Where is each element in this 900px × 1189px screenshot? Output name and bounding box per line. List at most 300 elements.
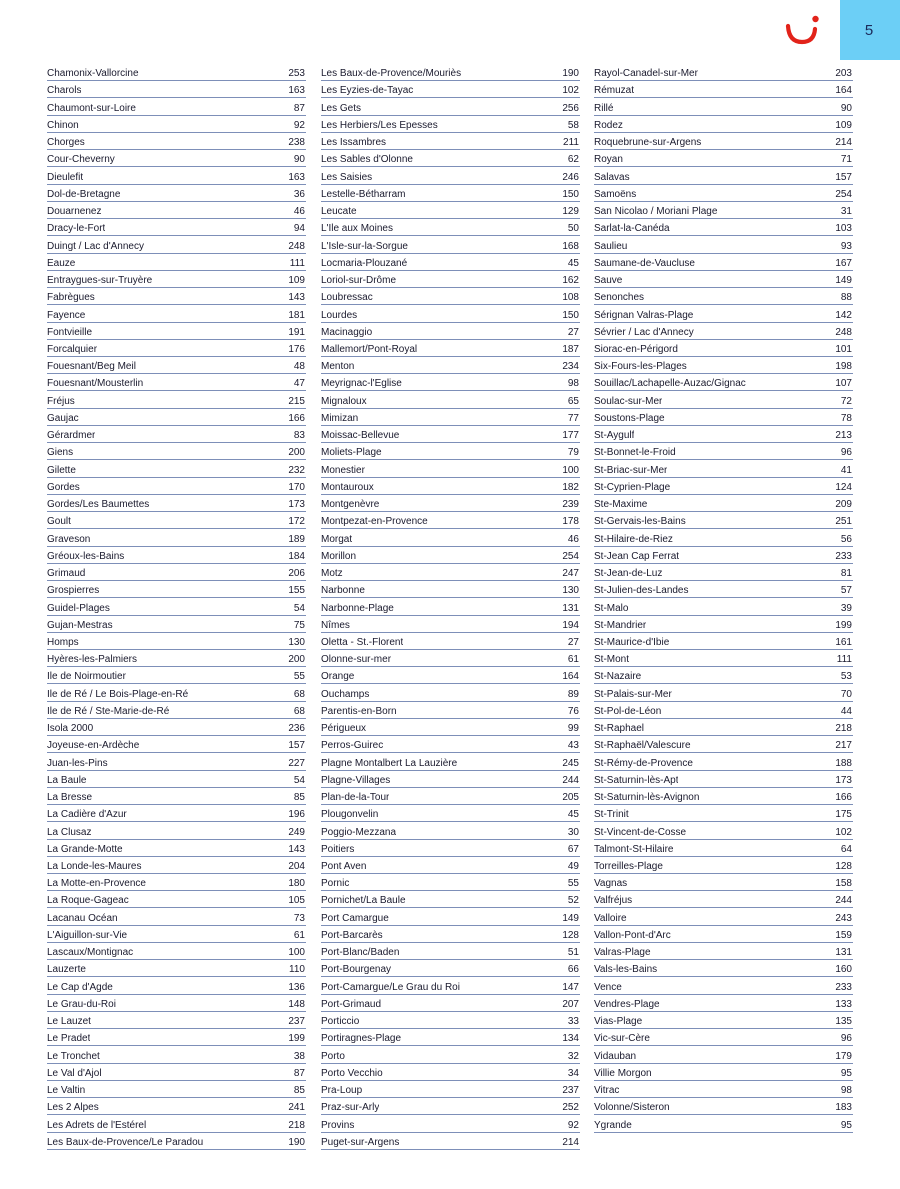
page-reference: 190: [288, 1136, 305, 1148]
page-reference: 31: [840, 206, 852, 218]
destination-name: St-Jean-de-Luz: [594, 568, 663, 580]
page-reference: 108: [562, 292, 579, 304]
index-row: [321, 891, 580, 908]
destination-name: Sauve: [594, 275, 623, 287]
index-row: [47, 805, 306, 822]
index-row: [594, 822, 853, 839]
page-reference: 54: [293, 602, 305, 614]
index-row: [47, 288, 306, 305]
destination-name: St-Rémy-de-Provence: [594, 757, 693, 769]
index-row: [321, 840, 580, 857]
page-reference: 98: [840, 1085, 852, 1097]
destination-name: Gréoux-les-Bains: [47, 550, 125, 562]
index-row: [321, 667, 580, 684]
page-reference: 96: [840, 447, 852, 459]
index-row: [321, 908, 580, 925]
page-reference: 148: [288, 998, 305, 1010]
page-reference: 102: [835, 826, 852, 838]
page-reference: 196: [288, 809, 305, 821]
index-row: [321, 116, 580, 133]
destination-name: St-Julien-des-Landes: [594, 585, 689, 597]
page-reference: 45: [567, 809, 579, 821]
page-reference: 109: [288, 275, 305, 287]
destination-name: Porticcio: [321, 1016, 360, 1028]
page-reference: 199: [288, 1033, 305, 1045]
index-row: [594, 702, 853, 719]
page-reference: 239: [562, 499, 579, 511]
page-reference: 180: [288, 878, 305, 890]
page-reference: 49: [567, 861, 579, 873]
page-reference: 93: [840, 240, 852, 252]
index-row: [47, 977, 306, 994]
index-row: [47, 908, 306, 925]
page-reference: 209: [835, 499, 852, 511]
destination-name: Vidauban: [594, 1050, 637, 1062]
destination-name: Rayol-Canadel-sur-Mer: [594, 68, 698, 80]
index-row: [594, 219, 853, 236]
index-row: [321, 1098, 580, 1115]
index-row: [47, 391, 306, 408]
page-reference: 200: [288, 654, 305, 666]
page-reference: 124: [835, 481, 852, 493]
page-reference: 64: [840, 843, 852, 855]
page-reference: 200: [288, 447, 305, 459]
destination-name: Fouesnant/Beg Meil: [47, 361, 136, 373]
index-row: [321, 374, 580, 391]
index-row: [321, 81, 580, 98]
destination-name: St-Raphael: [594, 723, 645, 735]
page-reference: 27: [567, 636, 579, 648]
page-reference: 90: [840, 102, 852, 114]
index-row: [594, 98, 853, 115]
index-row: [321, 805, 580, 822]
index-row: [594, 633, 853, 650]
destination-name: Salavas: [594, 171, 630, 183]
index-row: [321, 633, 580, 650]
destination-name: Les Eyzies-de-Tayac: [321, 85, 414, 97]
page-reference: 244: [562, 774, 579, 786]
page-reference: 168: [562, 240, 579, 252]
page-reference: 75: [293, 619, 305, 631]
page-reference: 166: [835, 792, 852, 804]
page-reference: 133: [835, 998, 852, 1010]
index-row: [47, 857, 306, 874]
index-row: [321, 202, 580, 219]
page-reference: 111: [289, 257, 305, 269]
index-row: [47, 323, 306, 340]
destination-name: Dracy-le-Fort: [47, 223, 106, 235]
page-reference: 99: [567, 723, 579, 735]
index-row: [321, 1133, 580, 1150]
page-reference: 163: [288, 171, 305, 183]
index-row: [47, 616, 306, 633]
index-row: [594, 926, 853, 943]
destination-name: Pornichet/La Baule: [321, 895, 406, 907]
destination-name: Morillon: [321, 550, 357, 562]
page-reference: 236: [288, 723, 305, 735]
destination-name: Portiragnes-Plage: [321, 1033, 402, 1045]
destination-name: St-Saturnin-lès-Apt: [594, 774, 679, 786]
page-number-tab: [840, 0, 900, 60]
page-reference: 135: [835, 1016, 852, 1028]
index-row: [47, 116, 306, 133]
index-row: [594, 409, 853, 426]
destination-name: Vendres-Plage: [594, 998, 660, 1010]
page-reference: 72: [840, 395, 852, 407]
page-reference: 83: [293, 430, 305, 442]
page-reference: 90: [293, 154, 305, 166]
index-row: [47, 995, 306, 1012]
page-reference: 188: [835, 757, 852, 769]
index-row: [321, 736, 580, 753]
page-reference: 73: [293, 912, 305, 924]
page-reference: 252: [562, 1102, 579, 1114]
page-reference: 61: [293, 929, 305, 941]
destination-name: Chaumont-sur-Loire: [47, 102, 136, 114]
page-reference: 88: [840, 292, 852, 304]
page-reference: 198: [835, 361, 852, 373]
page-reference: 136: [288, 981, 305, 993]
destination-name: Les Gets: [321, 102, 362, 114]
index-row: [594, 908, 853, 925]
destination-name: St-Palais-sur-Mer: [594, 688, 672, 700]
destination-name: Royan: [594, 154, 623, 166]
destination-name: Giens: [47, 447, 74, 459]
index-row: [321, 564, 580, 581]
destination-name: Gujan-Mestras: [47, 619, 113, 631]
tui-smile-logo: [785, 14, 821, 48]
destination-name: Fontvieille: [47, 326, 93, 338]
index-row: [321, 323, 580, 340]
index-row: [594, 874, 853, 891]
destination-name: Locmaria-Plouzané: [321, 257, 408, 269]
page-reference: 246: [562, 171, 579, 183]
index-row: [594, 271, 853, 288]
index-row: [321, 460, 580, 477]
page-reference: 215: [288, 395, 305, 407]
destination-name: Ste-Maxime: [594, 499, 648, 511]
page-reference: 87: [293, 1067, 305, 1079]
page-reference: 173: [835, 774, 852, 786]
index-row: [321, 1064, 580, 1081]
page-reference: 247: [562, 568, 579, 580]
index-row: [594, 650, 853, 667]
page-reference: 68: [293, 705, 305, 717]
destination-name: Fayence: [47, 309, 86, 321]
page-reference: 128: [835, 861, 852, 873]
destination-name: Lauzerte: [47, 964, 86, 976]
index-row: [321, 391, 580, 408]
page-reference: 109: [835, 119, 852, 131]
destination-name: Eauze: [47, 257, 76, 269]
index-row: [47, 960, 306, 977]
destination-name: St-Jean Cap Ferrat: [594, 550, 680, 562]
page-reference: 214: [562, 1136, 579, 1148]
index-row: [594, 581, 853, 598]
destination-name: Lestelle-Bétharram: [321, 188, 406, 200]
page-reference: 213: [835, 430, 852, 442]
index-row: [594, 478, 853, 495]
index-row: [47, 1133, 306, 1150]
page-reference: 89: [567, 688, 579, 700]
index-row: [321, 960, 580, 977]
index-row: [47, 736, 306, 753]
page-reference: 27: [567, 326, 579, 338]
page-reference: 76: [567, 705, 579, 717]
destination-name: Le Lauzet: [47, 1016, 91, 1028]
index-row: [321, 943, 580, 960]
index-row: [321, 1029, 580, 1046]
page-reference: 71: [840, 154, 852, 166]
index-row: [47, 1046, 306, 1063]
page-reference: 101: [835, 343, 852, 355]
destination-name: Chinon: [47, 119, 79, 131]
page-reference: 211: [563, 137, 579, 149]
destination-name: Juan-les-Pins: [47, 757, 108, 769]
index-row: [321, 357, 580, 374]
page-reference: 150: [562, 188, 579, 200]
page-reference: 95: [840, 1119, 852, 1131]
destination-name: Poggio-Mezzana: [321, 826, 397, 838]
page-reference: 103: [835, 223, 852, 235]
destination-name: Olonne-sur-mer: [321, 654, 392, 666]
destination-name: Gordes: [47, 481, 80, 493]
page-reference: 182: [562, 481, 579, 493]
page-reference: 157: [288, 740, 305, 752]
destination-name: La Baule: [47, 774, 87, 786]
destination-name: Port Camargue: [321, 912, 389, 924]
index-row: [594, 133, 853, 150]
destination-name: Porto: [321, 1050, 345, 1062]
page-reference: 131: [835, 947, 852, 959]
index-row: [594, 891, 853, 908]
page-reference: 46: [293, 206, 305, 218]
destination-name: Vals-les-Bains: [594, 964, 658, 976]
page-reference: 50: [567, 223, 579, 235]
page-reference: 205: [562, 792, 579, 804]
page-reference: 34: [567, 1067, 579, 1079]
destination-name: Chamonix-Vallorcine: [47, 68, 139, 80]
destination-name: St-Cyprien-Plage: [594, 481, 671, 493]
destination-name: Pont Aven: [321, 861, 367, 873]
destination-name: Saumane-de-Vaucluse: [594, 257, 695, 269]
page-reference: 30: [567, 826, 579, 838]
page-reference: 233: [835, 981, 852, 993]
destination-name: Lacanau Océan: [47, 912, 118, 924]
page-reference: 81: [840, 568, 852, 580]
page-reference: 41: [840, 464, 852, 476]
index-row: [594, 254, 853, 271]
destination-name: Chorges: [47, 137, 85, 149]
destination-name: Soustons-Plage: [594, 412, 665, 424]
index-row: [321, 581, 580, 598]
destination-name: Nîmes: [321, 619, 350, 631]
destination-name: La Londe-les-Maures: [47, 861, 142, 873]
index-row: [321, 236, 580, 253]
page-reference: 38: [293, 1050, 305, 1062]
page-reference: 194: [562, 619, 579, 631]
index-row: [47, 133, 306, 150]
destination-name: St-Maurice-d'Ibie: [594, 636, 670, 648]
index-row: [594, 753, 853, 770]
destination-name: Homps: [47, 636, 79, 648]
index-row: [594, 305, 853, 322]
destination-name: Port-Barcarès: [321, 929, 383, 941]
page-reference: 166: [288, 412, 305, 424]
destination-name: Ile de Noirmoutier: [47, 671, 126, 683]
index-row: [321, 305, 580, 322]
page-reference: 92: [293, 119, 305, 131]
index-row: [594, 323, 853, 340]
page-reference: 39: [840, 602, 852, 614]
index-row: [47, 943, 306, 960]
page-reference: 85: [293, 792, 305, 804]
index-row: [594, 1046, 853, 1063]
destination-name: Vic-sur-Cère: [594, 1033, 650, 1045]
index-row: [594, 1115, 853, 1132]
destination-name: La Clusaz: [47, 826, 92, 838]
destination-name: Siorac-en-Périgord: [594, 343, 678, 355]
index-row: [321, 254, 580, 271]
page-reference: 67: [567, 843, 579, 855]
index-row: [47, 891, 306, 908]
index-row: [47, 598, 306, 615]
index-row: [594, 771, 853, 788]
index-row: [594, 236, 853, 253]
index-row: [47, 633, 306, 650]
destination-name: Saulieu: [594, 240, 628, 252]
page-reference: 203: [835, 68, 852, 80]
index-row: [594, 495, 853, 512]
index-row: [47, 374, 306, 391]
index-row: [47, 1115, 306, 1132]
destination-name: Les Herbiers/Les Epesses: [321, 119, 438, 131]
destination-name: Le Val d'Ajol: [47, 1067, 102, 1079]
page-reference: 66: [567, 964, 579, 976]
page-reference: 164: [562, 671, 579, 683]
page-reference: 237: [288, 1016, 305, 1028]
destination-name: St-Raphaël/Valescure: [594, 740, 691, 752]
destination-name: Macinaggio: [321, 326, 373, 338]
index-row: [321, 340, 580, 357]
index-row: [321, 1115, 580, 1132]
index-row: [47, 684, 306, 701]
index-row: [47, 1029, 306, 1046]
destination-name: Lourdes: [321, 309, 358, 321]
destination-name: Gordes/Les Baumettes: [47, 499, 150, 511]
page-reference: 190: [562, 68, 579, 80]
index-row: [321, 977, 580, 994]
destination-name: Sarlat-la-Canéda: [594, 223, 670, 235]
index-row: [47, 840, 306, 857]
index-row: [47, 1064, 306, 1081]
destination-name: Les Saisies: [321, 171, 373, 183]
destination-name: Montpezat-en-Provence: [321, 516, 428, 528]
destination-name: L'Ile aux Moines: [321, 223, 393, 235]
index-row: [321, 167, 580, 184]
page-reference: 130: [562, 585, 579, 597]
page-reference: 207: [562, 998, 579, 1010]
page-reference: 142: [835, 309, 852, 321]
index-row: [321, 684, 580, 701]
destination-name: Porto Vecchio: [321, 1067, 383, 1079]
page-reference: 183: [835, 1102, 852, 1114]
destination-name: Vitrac: [594, 1085, 620, 1097]
page-reference: 128: [562, 929, 579, 941]
page-reference: 45: [567, 257, 579, 269]
page-reference: 256: [562, 102, 579, 114]
destination-name: La Motte-en-Provence: [47, 878, 146, 890]
index-row: [321, 1046, 580, 1063]
page-reference: 234: [562, 361, 579, 373]
index-row: [594, 1012, 853, 1029]
destination-name: Morgat: [321, 533, 353, 545]
page-reference: 155: [288, 585, 305, 597]
destination-name: Gérardmer: [47, 430, 96, 442]
index-row: [321, 133, 580, 150]
destination-name: Plougonvelin: [321, 809, 379, 821]
destination-name: St-Aygulf: [594, 430, 635, 442]
page-reference: 243: [835, 912, 852, 924]
index-row: [594, 443, 853, 460]
destination-name: Isola 2000: [47, 723, 94, 735]
page-reference: 44: [840, 705, 852, 717]
destination-name: St-Vincent-de-Cosse: [594, 826, 687, 838]
destination-name: Rodez: [594, 119, 623, 131]
index-row: [321, 788, 580, 805]
index-row: [594, 288, 853, 305]
index-row: [47, 581, 306, 598]
destination-name: L'Isle-sur-la-Sorgue: [321, 240, 408, 252]
index-row: [321, 926, 580, 943]
destination-name: St-Saturnin-lès-Avignon: [594, 792, 700, 804]
page-reference: 111: [836, 654, 852, 666]
index-row: [321, 443, 580, 460]
destination-name: Valloire: [594, 912, 627, 924]
index-row: [594, 185, 853, 202]
destination-name: Parentis-en-Born: [321, 705, 397, 717]
destination-name: Motz: [321, 568, 343, 580]
index-row: [594, 943, 853, 960]
page-reference: 100: [562, 464, 579, 476]
index-row: [47, 1098, 306, 1115]
page-reference: 105: [288, 895, 305, 907]
destination-name: Charols: [47, 85, 82, 97]
index-row: [47, 340, 306, 357]
page-reference: 143: [288, 843, 305, 855]
destination-name: L'Aiguillon-sur-Vie: [47, 929, 128, 941]
index-row: [47, 753, 306, 770]
page-reference: 36: [293, 188, 305, 200]
destination-name: Goult: [47, 516, 71, 528]
destination-name: Poitiers: [321, 843, 355, 855]
page-reference: 147: [562, 981, 579, 993]
destination-name: Perros-Guirec: [321, 740, 384, 752]
page-reference: 254: [835, 188, 852, 200]
page-reference: 157: [835, 171, 852, 183]
destination-name: Gilette: [47, 464, 76, 476]
destination-name: Soulac-sur-Mer: [594, 395, 663, 407]
page-reference: 107: [835, 378, 852, 390]
destination-name: Torreilles-Plage: [594, 861, 663, 873]
page-reference: 51: [567, 947, 579, 959]
index-row: [321, 857, 580, 874]
page-reference: 143: [288, 292, 305, 304]
destination-name: Oletta - St.-Florent: [321, 636, 404, 648]
index-row: [594, 116, 853, 133]
index-column-3: [594, 64, 853, 1133]
page-reference: 170: [288, 481, 305, 493]
